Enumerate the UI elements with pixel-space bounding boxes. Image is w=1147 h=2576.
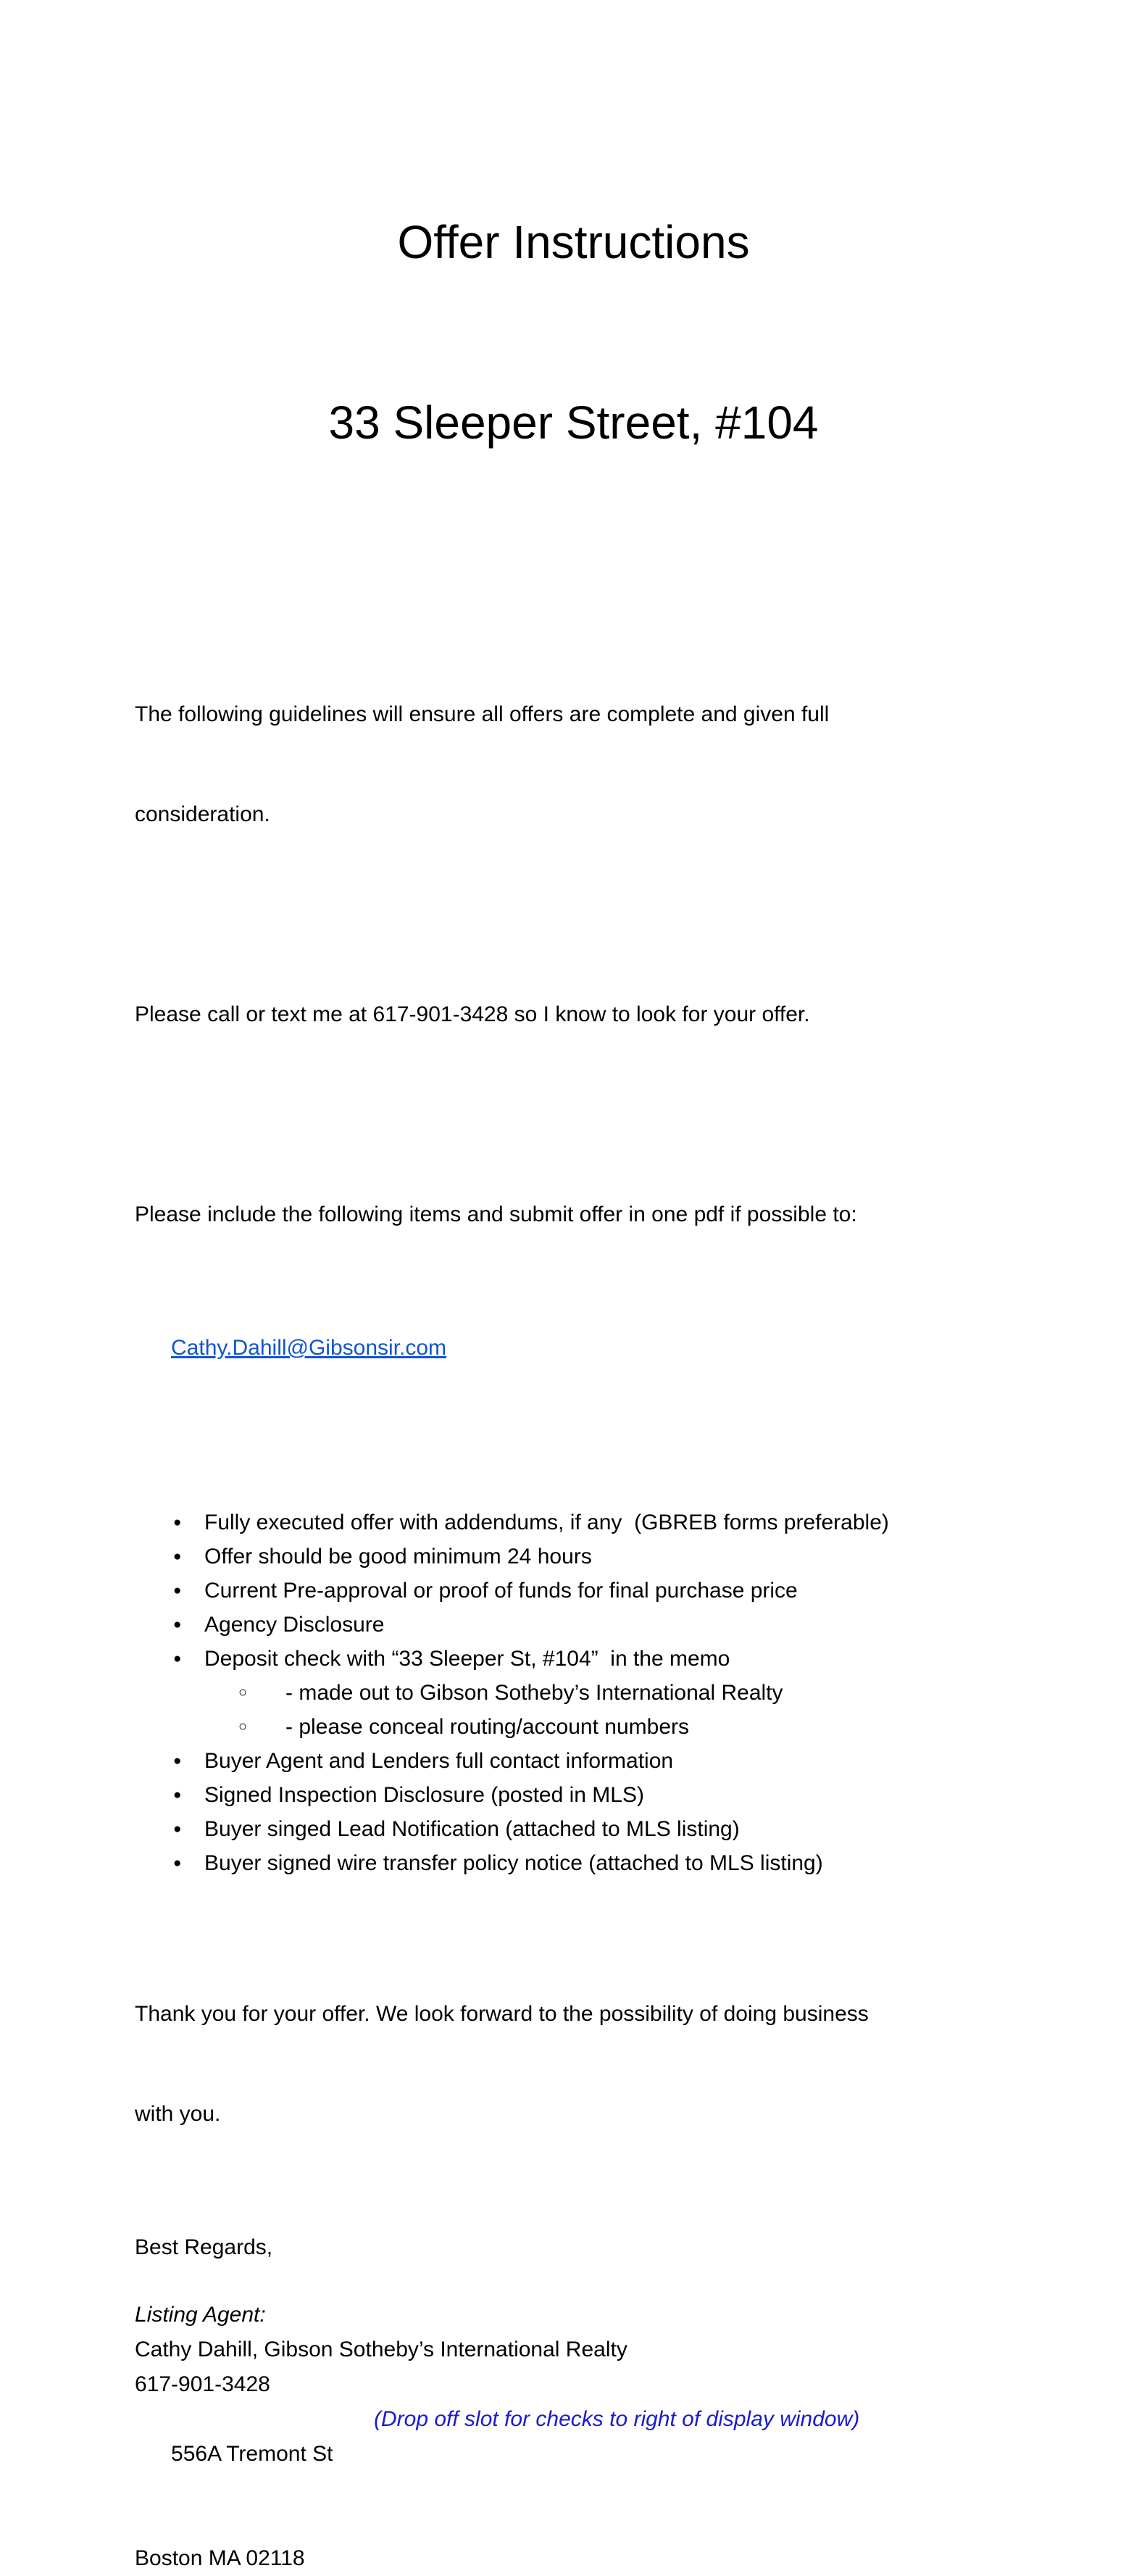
bullet-icon: ● <box>173 1787 182 1803</box>
list-item <box>135 1540 1012 1574</box>
title-line-1: Offer Instructions <box>397 216 750 268</box>
list-item-text: Buyer singed Lead Notification (attached to MLS listing) <box>204 1817 740 1841</box>
bullet-icon: ● <box>173 1821 182 1837</box>
intro-paragraph <box>135 631 1012 898</box>
thank-you-paragraph <box>135 1931 1012 2198</box>
circle-bullet-icon: ○ <box>238 1719 248 1734</box>
list-item <box>135 1812 1012 1846</box>
thank-you-line-2: with you. <box>135 2102 221 2126</box>
list-item <box>135 1846 1012 1880</box>
bullet-icon: ● <box>173 1617 182 1632</box>
agent-address-line-2: Boston MA 02118 <box>135 2546 305 2570</box>
include-items-paragraph <box>135 1131 1012 1465</box>
agent-name-line: Cathy Dahill, Gibson Sotheby’s International Realty <box>135 2338 627 2361</box>
list-item-text: Offer should be good minimum 24 hours <box>204 1545 592 1569</box>
bullet-icon: ● <box>173 1856 182 1871</box>
offer-checklist <box>135 1505 1012 1880</box>
circle-bullet-icon: ○ <box>238 1684 248 1700</box>
bullet-icon: ● <box>173 1753 182 1769</box>
list-item-text: Fully executed offer with addendums, if any (GBREB forms preferable) <box>204 1511 889 1534</box>
intro-line-2: consideration. <box>135 802 270 826</box>
agent-address-line-1 <box>135 2402 1012 2541</box>
intro-line-1: The following guidelines will ensure all offers are complete and given full <box>135 702 830 726</box>
street-address: 556A Tremont St <box>171 2442 333 2466</box>
list-item-text: Buyer signed wire transfer policy notice (attached to MLS listing) <box>204 1851 823 1875</box>
list-item <box>135 1642 1012 1676</box>
thank-you-line-1: Thank you for your offer. We look forward to the possibility of doing business <box>135 2002 869 2026</box>
call-or-text-paragraph <box>135 931 1012 1098</box>
list-item <box>135 1778 1012 1812</box>
listing-agent-label: Listing Agent: <box>135 2303 266 2327</box>
drop-off-note: (Drop off slot for checks to right of display window) <box>374 2407 860 2431</box>
bullet-icon: ● <box>173 1583 182 1598</box>
regards-line: Best Regards, <box>135 2235 273 2259</box>
list-item <box>135 1744 1012 1778</box>
bullet-icon: ● <box>173 1651 182 1666</box>
signature-block <box>135 2298 1012 2576</box>
sub-list-item <box>135 1676 1012 1710</box>
list-item <box>135 1608 1012 1642</box>
bullet-icon: ● <box>173 1515 182 1530</box>
call-or-text-line: Please call or text me at 617-901-3428 so I know to look for your offer. <box>135 1002 810 1026</box>
list-item-text: Agency Disclosure <box>204 1613 385 1637</box>
sub-list-item <box>135 1710 1012 1744</box>
sub-list-item-text: - made out to Gibson Sotheby’s International Realty <box>285 1681 783 1705</box>
list-item-text: Current Pre-approval or proof of funds for final purchase price <box>204 1579 798 1603</box>
sub-list-item-text: - please conceal routing/account numbers <box>285 1715 689 1739</box>
list-item-text: Deposit check with “33 Sleeper St, #104” in the memo <box>204 1647 730 1671</box>
list-item-text: Signed Inspection Disclosure (posted in MLS) <box>204 1783 644 1807</box>
title-line-2: 33 Sleeper Street, #104 <box>328 396 819 449</box>
list-item <box>135 1574 1012 1608</box>
document-title <box>135 92 1012 573</box>
bullet-icon: ● <box>173 1549 182 1564</box>
agent-phone-line: 617-901-3428 <box>135 2372 270 2396</box>
include-items-line: Please include the following items and submit offer in one pdf if possible to: <box>135 1202 857 1226</box>
list-item <box>135 1505 1012 1540</box>
list-item-text: Buyer Agent and Lenders full contact information <box>204 1749 674 1773</box>
email-link[interactable]: Cathy.Dahill@Gibsonsir.com <box>171 1336 447 1360</box>
